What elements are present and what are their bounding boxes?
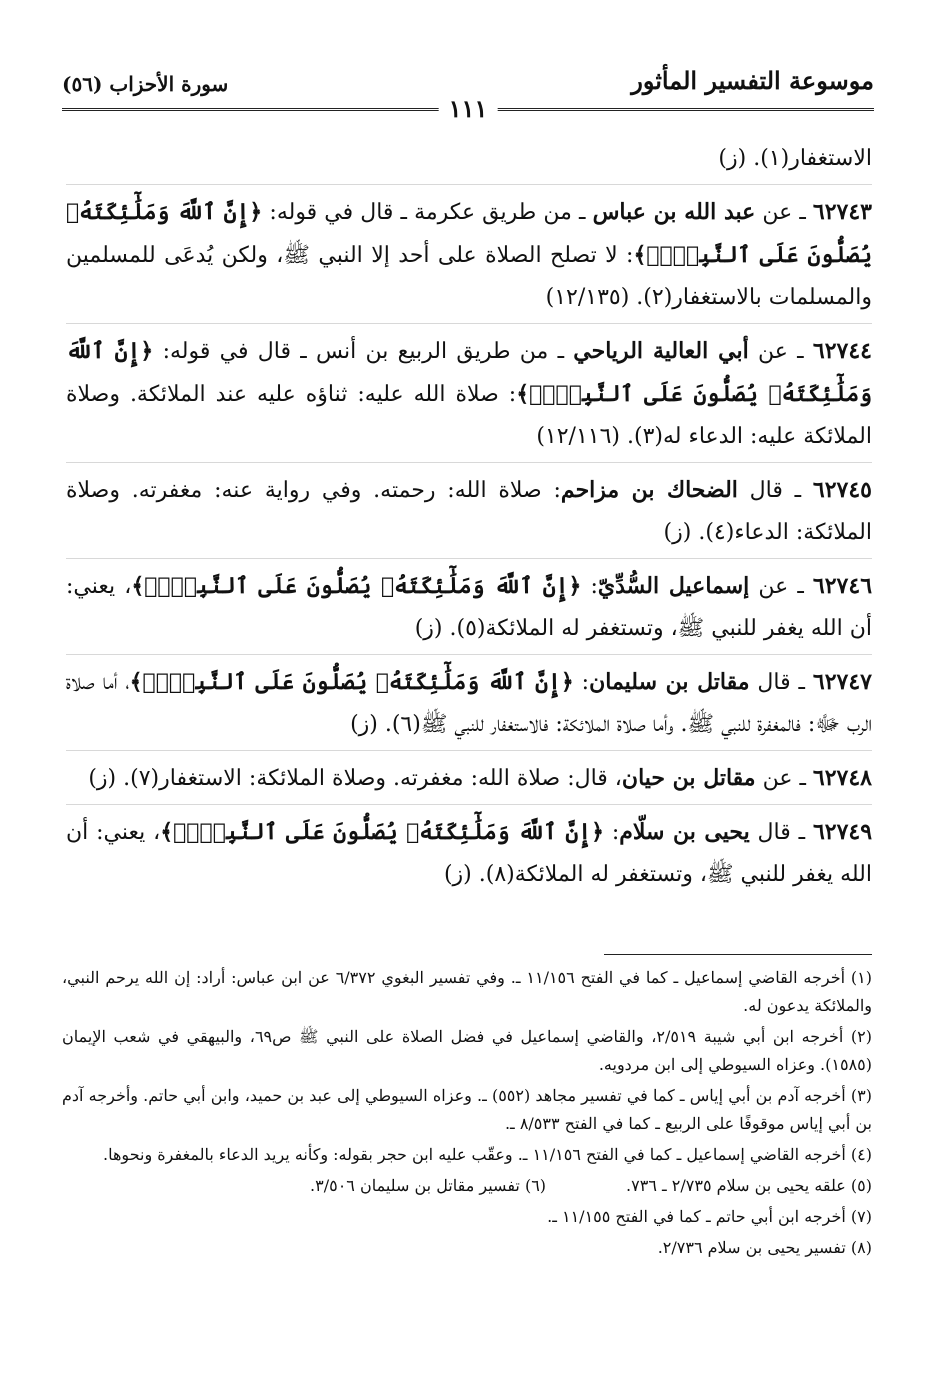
- narrator-name: عبد الله بن عباس: [592, 199, 756, 225]
- narrator-name: مقاتل بن حيان: [621, 765, 756, 791]
- narrator-name: يحيى بن سلّام: [619, 819, 750, 845]
- narration-paragraph: ٦٢٧٤٩ ـ قال يحيى بن سلّام: ﴿إِنَّ ٱللَّهَ وَمَلَٰٓئِكَتَهُۥ يُصَلُّونَ عَلَى ٱلنَّبِيِّۚ﴾، يعني: أن الله يغفر للنبي ﷺ، وتستغفر له الملائكة(٨). (ز): [66, 819, 873, 887]
- narration-number: ٦٢٧٤٤: [812, 338, 872, 364]
- surah-title: سورة الأحزاب (٥٦): [62, 72, 229, 96]
- narration-paragraph: ٦٢٧٤٣ ـ عن عبد الله بن عباس ـ من طريق عكرمة ـ قال في قوله: ﴿إِنَّ ٱللَّهَ وَمَلَٰٓئِكَتَهُۥ يُصَلُّونَ عَلَى ٱلنَّبِيِّۚ﴾: لا تصلح الصلاة على أحد إلا النبي ﷺ، ولكن يُدعَى للمسلمين والمسلمات بالاستغفار(٢). (١٢/١٣٥): [66, 191, 872, 324]
- footnote: (١) أخرجه القاضي إسماعيل ـ كما في الفتح ١١/١٥٦ ـ. وفي تفسير البغوي ٦/٣٧٢ عن ابن عباس: أراد: إن الله يرحم النبي، والملائكة يدعون له.: [62, 968, 873, 1015]
- narration-number: ٦٢٧٤٣: [812, 199, 872, 225]
- narrator-name: إسماعيل السُّدِّيّ: [597, 573, 750, 599]
- narration-number: ٦٢٧٤٥: [812, 477, 872, 503]
- narration-paragraph: ٦٢٧٤٦ ـ عن إسماعيل السُّدِّيّ: ﴿إِنَّ ٱللَّهَ وَمَلَٰٓئِكَتَهُۥ يُصَلُّونَ عَلَى ٱلنَّبِيِّۚ﴾، يعني: أن الله يغفر للنبي ﷺ، وتستغفر له الملائكة(٥). (ز): [66, 565, 872, 655]
- page-header: [62, 66, 874, 123]
- narrator-name: أبي العالية الرياحي: [573, 338, 749, 364]
- page-number: ١١١: [439, 94, 498, 123]
- quran-verse: ﴿إِنَّ ٱللَّهَ وَمَلَٰٓئِكَتَهُۥ يُصَلُّونَ عَلَى ٱلنَّبِيِّۚ﴾: [66, 199, 872, 268]
- quran-verse: ﴿إِنَّ ٱللَّهَ وَمَلَٰٓئِكَتَهُۥ يُصَلُّونَ عَلَى ٱلنَّبِيِّۚ﴾: [160, 819, 605, 845]
- footnote-pair: [62, 1172, 872, 1200]
- narration-number: ٦٢٧٤٧: [812, 669, 872, 695]
- book-title: موسوعة التفسير المأثور: [631, 66, 874, 95]
- continuation-line: الاستغفار(١). (ز): [66, 138, 872, 185]
- narration-number: ٦٢٧٤٩: [812, 819, 873, 845]
- narration-paragraph: ٦٢٧٤٧ ـ قال مقاتل بن سليمان: ﴿إِنَّ ٱللَّهَ وَمَلَٰٓئِكَتَهُۥ يُصَلُّونَ عَلَى ٱلنَّبِيِّۚ﴾، أما صلاة الرب ﷻ: فالمغفرة للنبي ﷺ. وأما صلاة الملائكة: فالاستغفار للنبي ﷺ(٦). (ز): [66, 661, 872, 751]
- narrator-name: الضحاك بن مزاحم: [560, 477, 738, 503]
- main-text: [66, 138, 872, 906]
- narration-number: ٦٢٧٤٦: [812, 573, 873, 599]
- footnote: (٦) تفسير مقاتل بن سليمان ٣/٥٠٦.: [310, 1176, 547, 1195]
- quran-verse: ﴿إِنَّ ٱللَّهَ وَمَلَٰٓئِكَتَهُۥ يُصَلُّونَ عَلَى ٱلنَّبِيِّۚ﴾: [131, 573, 582, 599]
- footnote-separator: [604, 954, 872, 955]
- quran-verse: ﴿إِنَّ ٱللَّهَ وَمَلَٰٓئِكَتَهُۥ يُصَلُّونَ عَلَى ٱلنَّبِيِّۚ﴾: [129, 669, 574, 695]
- narrator-name: مقاتل بن سليمان: [589, 669, 750, 695]
- quran-verse: ﴿إِنَّ ٱللَّهَ وَمَلَٰٓئِكَتَهُۥ يُصَلُّونَ عَلَى ٱلنَّبِيِّۚ﴾: [66, 338, 872, 407]
- footnotes: [62, 964, 872, 1265]
- narration-paragraph: ٦٢٧٤٨ ـ عن مقاتل بن حيان، قال: صلاة الله: مغفرته. وصلاة الملائكة: الاستغفار(٧). (ز): [66, 757, 872, 805]
- footnote: (٤) أخرجه القاضي إسماعيل ـ كما في الفتح ١١/١٥٦ ـ. وعقّب عليه ابن حجر بقوله: وكأنه يريد الدعاء بالمغفرة ونحوها.: [103, 1145, 872, 1164]
- footnote: (٥) علقه يحيى بن سلام ٢/٧٣٥ ـ ٧٣٦.: [626, 1176, 872, 1195]
- footnote: (٢) أخرجه ابن أبي شيبة ٢/٥١٩، والقاضي إسماعيل في فضل الصلاة على النبي ﷺ ص٦٩، والبيهقي في شعب الإيمان (١٥٨٥). وعزاه السيوطي إلى ابن مردويه.: [62, 1027, 873, 1074]
- narration-number: ٦٢٧٤٨: [812, 765, 872, 791]
- footnote: (٨) تفسير يحيى بن سلام ٢/٧٣٦.: [657, 1238, 872, 1257]
- footnote: (٣) أخرجه آدم بن أبي إياس ـ كما في تفسير مجاهد (٥٥٢) ـ. وعزاه السيوطي إلى عبد بن حميد، وابن أبي حاتم. وأخرجه آدم بن أبي إياس موقوفًا على الربيع ـ كما في الفتح ٨/٥٣٣ ـ.: [62, 1086, 872, 1133]
- narration-paragraph: ٦٢٧٤٤ ـ عن أبي العالية الرياحي ـ من طريق الربيع بن أنس ـ قال في قوله: ﴿إِنَّ ٱللَّهَ وَمَلَٰٓئِكَتَهُۥ يُصَلُّونَ عَلَى ٱلنَّبِيِّۚ﴾: صلاة الله عليه: ثناؤه عليه عند الملائكة. وصلاة الملائكة عليه: الدعاء له(٣). (١٢/١١٦): [66, 330, 872, 463]
- footnote: (٧) أخرجه ابن أبي حاتم ـ كما في الفتح ١١/١٥٥ ـ.: [547, 1207, 872, 1226]
- narration-paragraph: ٦٢٧٤٥ ـ قال الضحاك بن مزاحم: صلاة الله: رحمته. وفي رواية عنه: مغفرته. وصلاة الملائكة: الدعاء(٤). (ز): [66, 469, 872, 559]
